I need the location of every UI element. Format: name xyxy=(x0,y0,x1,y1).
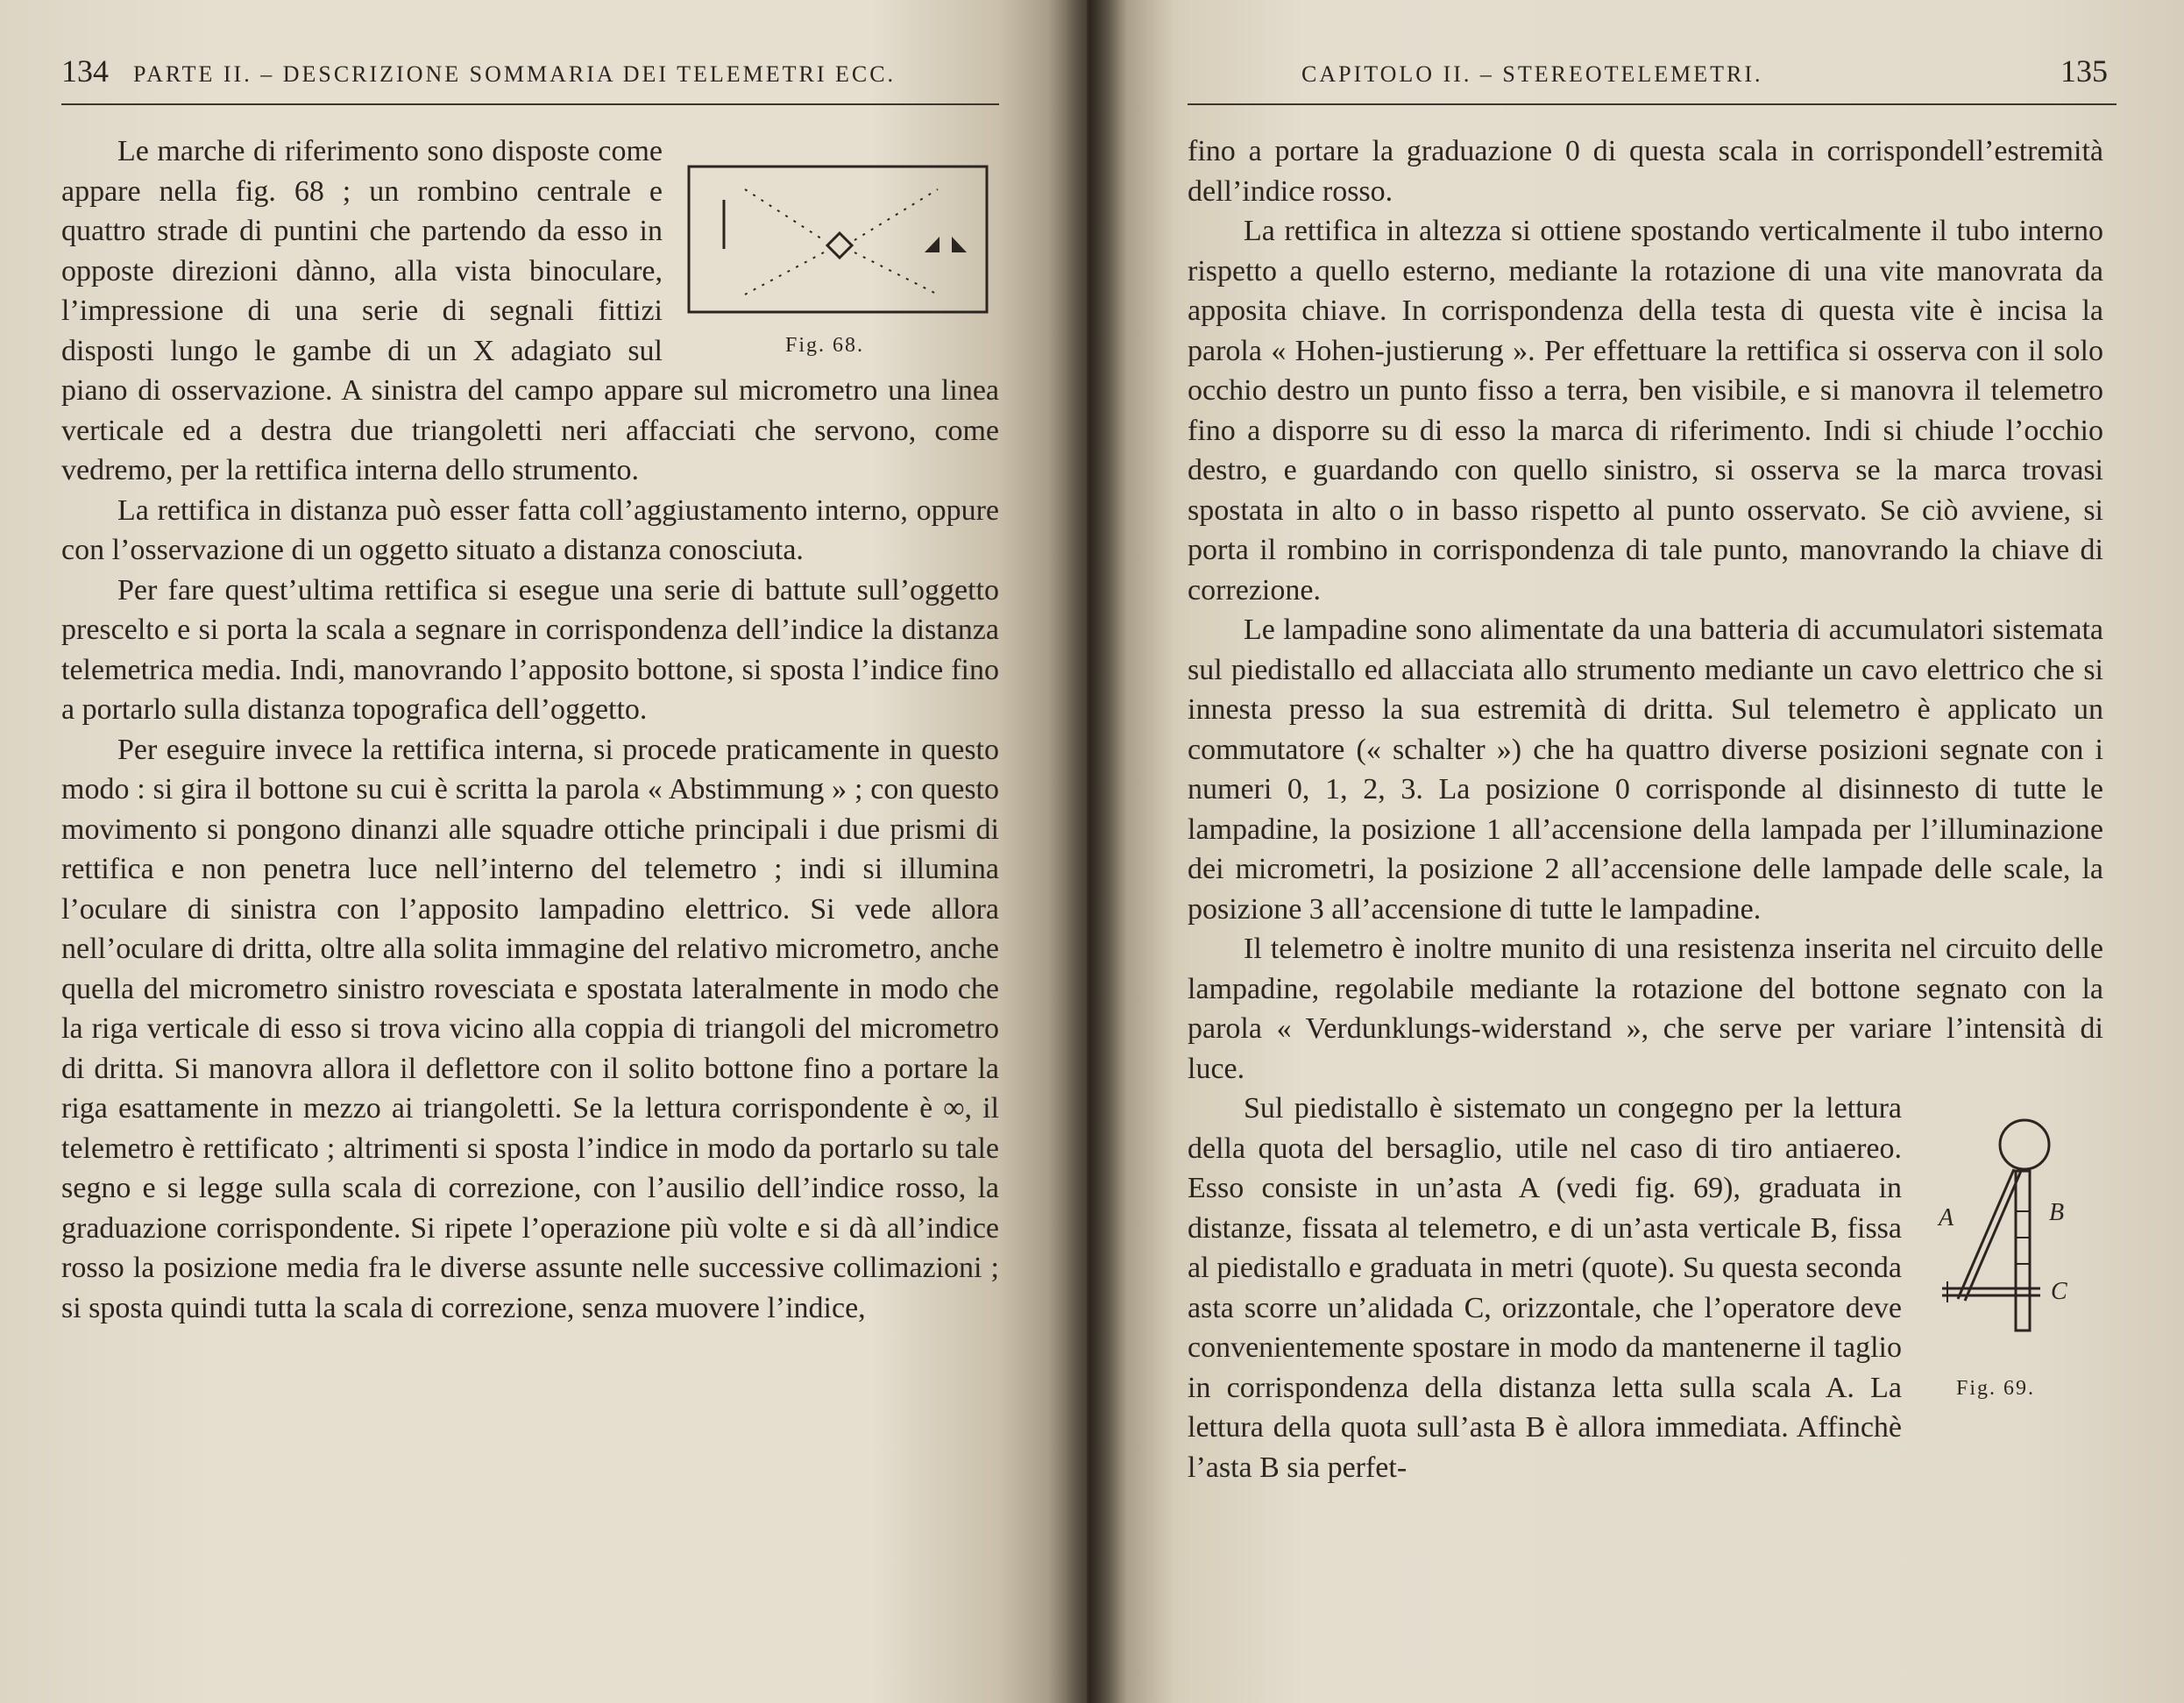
header-rule xyxy=(1188,103,2117,105)
paragraph-4: Il telemetro è inoltre munito di una resistenza inserita nel circuito delle lampadine, regolabile mediante la rotazione del bottone segnato con la parola « Verdunklungs-widerstand », che serve per variare l’intensità di luce. xyxy=(1188,933,2103,1085)
running-head: PARTE II. – DESCRIZIONE SOMMARIA DEI TELEMETRI ECC. xyxy=(133,61,897,87)
figure-69 xyxy=(1928,1115,2103,1474)
figure-68-caption: Fig. 68. xyxy=(785,334,865,357)
page-number: 135 xyxy=(2060,53,2108,89)
body-text xyxy=(1188,131,2103,1487)
left-page xyxy=(0,0,1087,1703)
figure-69-label-b: B xyxy=(2049,1199,2065,1226)
paragraph-1: Le marche di riferimento sono disposte come appare nella fig. 68 ; un rombino centrale e quattro strade di puntini che partendo da esso in opposte direzioni dànno, alla vista binoculare, l’impressione di una serie di segnali fittizi disposti lungo le gambe di un X adagiato sul piano di osservazione. A sinistra del campo appare sul micrometro una linea verticale ed a destra due triangoletti neri affacciati che servono, come vedremo, per la rettifica interna dello strumento. xyxy=(61,135,999,486)
running-header xyxy=(61,53,995,96)
figure-69-label-c: C xyxy=(2051,1278,2067,1305)
header-rule xyxy=(61,103,999,105)
body-text xyxy=(61,131,999,1328)
paragraph-2: La rettifica in altezza si ottiene spostando verticalmente il tubo interno rispetto a quello esterno, mediante la rotazione di una vite manovrata da apposita chiave. In corrispondenza della testa di questa vite è incisa la parola « Hohen-justierung ». Per effettuare la rettifica si osserva con il solo occhio destro un punto fisso a terra, ben visibile, e si manovra il telemetro fino a disporre su di esso la marca di riferimento. Indi si chiude l’occhio destro, e guardando con quello sinistro, si osserva se la marca trovasi spostata in alto o in basso rispetto al punto osservato. Se ciò avviene, si porta il rombino in corrispondenza di tale punto, manovrando la chiave di correzione. xyxy=(1188,215,2103,607)
paragraph-1: fino a portare la graduazione 0 di questa scala in corrispondell’estremità dell’indice rosso. xyxy=(1188,135,2103,208)
page-number: 134 xyxy=(61,53,109,89)
figure-69-caption: Fig. 69. xyxy=(1956,1377,2036,1400)
paragraph-2: La rettifica in distanza può esser fatta coll’aggiustamento interno, oppure con l’osservazione di un oggetto situato a distanza conosciuta. xyxy=(61,493,999,566)
figure-69-label-a: A xyxy=(1939,1204,1954,1231)
figure-68 xyxy=(684,140,999,359)
book-gutter xyxy=(1048,0,1127,1703)
paragraph-4: Per eseguire invece la rettifica interna, si procede praticamente in questo modo : si gira il bottone su cui è scritta la parola « Abstimmung » ; con questo movimento si pongono dinanzi alle squadre ottiche principali i due prismi di rettifica e non penetra luce nell’interno del telemetro ; indi si illumina l’oculare di sinistra con l’apposito lampadino elettrico. Si vede allora nell’oculare di dritta, oltre alla solita immagine del relativo micrometro, anche quella del micrometro sinistro rovesciata e spostata lateralmente in modo che la riga verticale di esso si trova vicino alla coppia di triangoli del micrometro di dritta. Si manovra allora il deflettore con il solito bottone fino a portare la riga esattamente in mezzo ai triangoletti. Se la lettura corrispondente è ∞, il telemetro è rettificato ; altrimenti si sposta l’indice in modo da portarlo su tale segno e si legge sulla scala di correzione, con l’ausilio dell’indice rosso, la graduazione corrispondente. Si ripete l’operazione più volte e si dà all’indice rosso la posizione media fra le diverse assunte nelle successive collimazioni ; si sposta quindi tutta la scala di correzione, senza muovere l’indice, xyxy=(61,733,999,1324)
paragraph-3: Le lampadine sono alimentate da una batteria di accumulatori sistemata sul piedistallo ed allacciata allo strumento mediante un cavo elettrico che si innesta presso la sua estremità di dritta. Sul telemetro è applicato un commutatore (« schalter ») che ha quattro diverse posizioni segnate con i numeri 0, 1, 2, 3. La posizione 0 corrisponde al disinnesto di tutte le lampadine, la posizione 1 all’accensione della lampada per l’illuminazione dei micrometri, la posizione 2 all’accensione delle lampade delle scale, la posizione 3 all’accensione di tutte le lampadine. xyxy=(1188,614,2103,926)
running-header xyxy=(1188,53,2108,96)
right-page xyxy=(1087,0,2184,1703)
running-head: CAPITOLO II. – STEREOTELEMETRI. xyxy=(1301,61,1763,87)
figure-69-drawing xyxy=(1928,1115,2103,1378)
paragraph-5: Sul piedistallo è sistemato un congegno per la lettura della quota del bersaglio, utile nel caso di tiro antiaereo. Esso consiste in un’asta A (vedi fig. 69), graduata in distanze, fissata al telemetro, e di un’asta verticale B, fissa al piedistallo e graduata in metri (quote). Su questa seconda asta scorre un’alidada C, orizzontale, che l’operatore deve convenientemente spostare in modo da mantenerne il taglio in corrispondenza della distanza letta sulla scala A. La lettura della quota sull’asta B è allora immediata. Affinchè l’asta B sia perfet- xyxy=(1188,1092,1902,1484)
paragraph-3: Per fare quest’ultima rettifica si esegue una serie di battute sull’oggetto prescelto e si porta la scala a segnare in corrispondenza dell’indice la distanza telemetrica media. Indi, manovrando l’apposito bottone, si sposta l’indice fino a portarlo sulla distanza topografica dell’oggetto. xyxy=(61,573,999,726)
figure-68-drawing xyxy=(684,140,999,324)
